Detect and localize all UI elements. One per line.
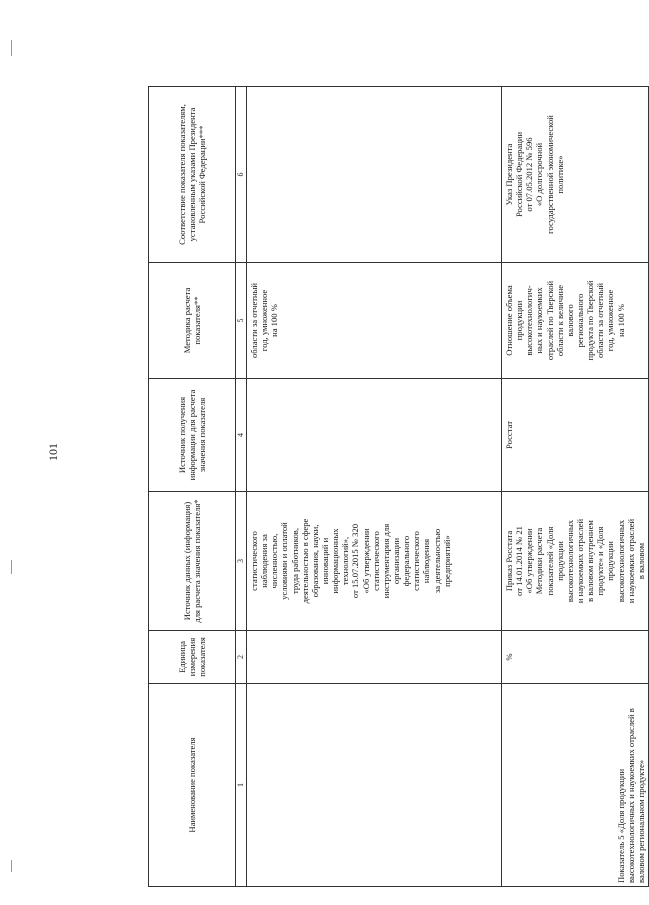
header-info-origin: Источник получения информации для расчета значения показателя <box>149 379 236 492</box>
table-row <box>247 87 502 887</box>
column-number: 5 <box>236 263 247 379</box>
indicator-table-rotated <box>148 87 646 887</box>
data-source-cell: статистического наблюдения за численностью, условиями и оплатой труда работников, деятельностью в сфере образования, науки, инноваций и информационных технологий», от 15.07.2015 № 320 «Об утверждении статистического инструментария для организации федерального статистического наблюдения за деятельностью предприятий» <box>247 492 502 631</box>
column-number-row <box>236 87 247 887</box>
decree-cell <box>247 87 502 263</box>
table-header-row <box>149 87 236 887</box>
column-number: 4 <box>236 379 247 492</box>
header-data-source: Источник данных (информация) для расчета значения показателя* <box>149 492 236 631</box>
info-origin-cell <box>247 379 502 492</box>
table-row <box>502 87 649 887</box>
page-number: 101 <box>46 443 60 461</box>
info-origin-cell: Росстат <box>502 379 649 492</box>
scan-edge-mark <box>11 560 12 574</box>
methodology-cell: Отношение объема продукции высокотехнологич- ных и наукоемких отраслей по Тверской области к величине валового регионального продукта по Тверской области за отчетный год, умноженное на 100 % <box>502 263 649 379</box>
indicator-name-cell <box>247 684 502 887</box>
column-number: 3 <box>236 492 247 631</box>
decree-cell: Указ Президента Российской Федерации от 07.05.2012 № 596 «О долгосрочной государственной экономической политике» <box>502 87 649 263</box>
header-unit: Единица измерения показателя <box>149 631 236 684</box>
indicator-table <box>148 86 649 887</box>
scan-edge-mark <box>11 40 12 56</box>
unit-cell: % <box>502 631 649 684</box>
data-source-cell: Приказ Росстата от 14.01.2014 № 21 «Об утверждении Методики расчета показателей «Доля продукции высокотехнологичных и наукоемких отраслей в валовом внутреннем продукте» и «Доля продукции высокотехнологичных и наукоемких отраслей в валовом <box>502 492 649 631</box>
indicator-name-cell: Показатель 5 «Доля продукции высокотехнологичных и наукоемких отраслей в валовом региональном продукте» <box>502 684 649 887</box>
header-decree-compliance: Соответствие показателя показателям, установленным указами Президента Российской Федерации*** <box>149 87 236 263</box>
scan-edge-mark <box>11 860 12 872</box>
column-number: 1 <box>236 684 247 887</box>
methodology-cell: области за отчетный год, умноженное на 100 % <box>247 263 502 379</box>
column-number: 6 <box>236 87 247 263</box>
header-methodology: Методика расчета показателя** <box>149 263 236 379</box>
unit-cell <box>247 631 502 684</box>
header-indicator-name: Наименование показателя <box>149 684 236 887</box>
column-number: 2 <box>236 631 247 684</box>
